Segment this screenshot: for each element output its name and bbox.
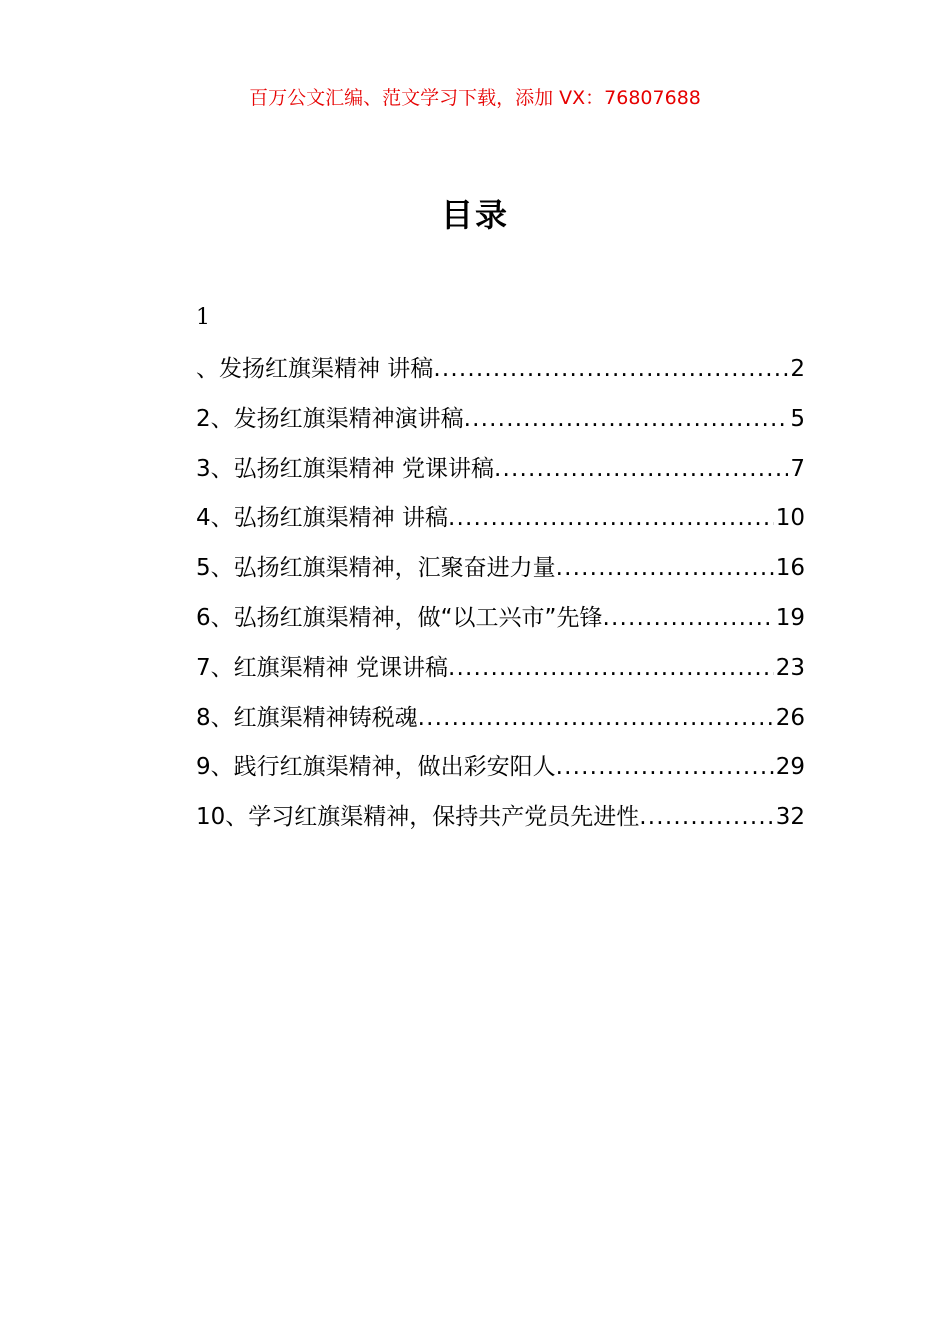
toc-leader-dots <box>556 747 774 787</box>
toc-leader-dots <box>448 498 774 538</box>
toc-entry-page: 26 <box>775 704 805 731</box>
toc-entry-page: 19 <box>775 604 805 631</box>
toc-lead-number: 1 <box>196 305 210 330</box>
toc-entry-label: 4、弘扬红旗渠精神 讲稿 <box>196 505 448 532</box>
toc-entry-page: 16 <box>775 555 805 582</box>
toc-entry-page: 7 <box>790 455 805 482</box>
toc-entry-label: 9、践行红旗渠精神，做出彩安阳人 <box>196 754 556 781</box>
toc-leader-dots <box>494 449 788 489</box>
toc-entry-label: 7、红旗渠精神 党课讲稿 <box>196 654 448 681</box>
toc-entry-label: 、发扬红旗渠精神 讲稿 <box>196 356 434 382</box>
toc-leader-dots <box>556 548 774 588</box>
toc-entry-page: 2 <box>790 356 805 382</box>
toc-entry[interactable] <box>196 698 805 748</box>
toc-leader-dots <box>602 598 773 638</box>
toc-entry[interactable] <box>196 349 805 399</box>
toc-entry-page: 32 <box>775 804 805 831</box>
toc-entry-label: 2、发扬红旗渠精神演讲稿 <box>196 405 464 432</box>
toc-entry-label: 8、红旗渠精神铸税魂 <box>196 704 418 731</box>
header-note: 百万公文汇编、范文学习下载，添加 VX：76807688 <box>249 87 701 109</box>
toc-entry-label: 6、弘扬红旗渠精神，做“以工兴市”先锋 <box>196 604 603 631</box>
toc-entry[interactable] <box>196 548 805 598</box>
toc-leader-dots <box>448 648 774 688</box>
toc-entry[interactable] <box>196 797 805 847</box>
toc-leader-dots <box>464 399 789 439</box>
toc-entry-page: 23 <box>775 654 805 681</box>
toc-entry-page: 10 <box>775 505 805 532</box>
toc-entry[interactable] <box>196 747 805 797</box>
toc-entry-page: 5 <box>790 405 805 432</box>
toc-leader-dots <box>433 349 788 389</box>
table-of-contents <box>196 349 805 847</box>
toc-entry-label: 10、学习红旗渠精神，保持共产党员先进性 <box>196 804 640 831</box>
toc-entry[interactable] <box>196 598 805 648</box>
toc-entry[interactable] <box>196 498 805 548</box>
toc-entry-page: 29 <box>775 754 805 781</box>
toc-leader-dots <box>418 698 774 738</box>
page-title: 目录 <box>440 196 509 234</box>
toc-entry-label: 3、弘扬红旗渠精神 党课讲稿 <box>196 455 494 482</box>
toc-entry[interactable] <box>196 449 805 499</box>
toc-entry[interactable] <box>196 648 805 698</box>
toc-entry-label: 5、弘扬红旗渠精神，汇聚奋进力量 <box>196 555 556 582</box>
toc-entry[interactable] <box>196 399 805 449</box>
toc-leader-dots <box>639 797 773 837</box>
